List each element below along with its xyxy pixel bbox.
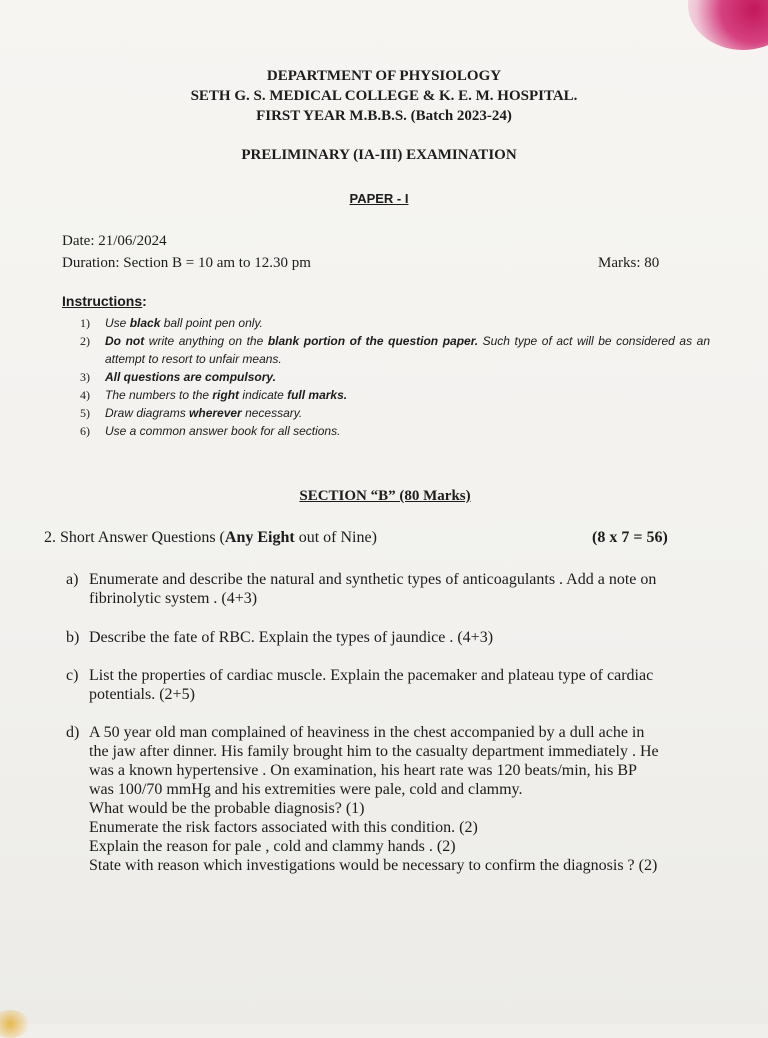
sub-question-line: A 50 year old man complained of heaviness in the chest accompanied by a dull ache in	[89, 724, 645, 741]
sub-question-line: fibrinolytic system . (4+3)	[89, 590, 258, 607]
sub-question-line: the jaw after dinner. His family brought him to the casualty department immediately . He	[89, 743, 659, 760]
department-name: DEPARTMENT OF PHYSIOLOGY	[266, 68, 502, 84]
instruction-text: necessary.	[241, 406, 303, 420]
sub-question-label: a)	[66, 571, 79, 588]
sub-question-body	[89, 666, 716, 704]
instruction-number: 3)	[80, 370, 90, 384]
instruction-text: Use	[105, 316, 130, 330]
instruction-text: Draw diagrams	[105, 406, 190, 420]
ink-stain	[688, 0, 768, 50]
instruction-text: Use a common answer book for all sections.	[105, 424, 341, 438]
sub-question-a	[66, 570, 716, 608]
instruction-item	[80, 368, 710, 386]
instruction-number: 4)	[80, 388, 90, 402]
instruction-text: full marks.	[287, 388, 348, 402]
paper-header	[0, 66, 768, 126]
sub-question-line: Enumerate and describe the natural and synthetic types of anticoagulants . Add a note on	[89, 571, 657, 588]
sub-question-body	[89, 628, 716, 647]
question-2-marks: (8 x 7 = 56)	[592, 529, 668, 546]
batch-line: FIRST YEAR M.B.B.S. (Batch 2023-24)	[256, 108, 512, 124]
paper-label: PAPER - I	[349, 191, 409, 206]
instruction-text: indicate	[239, 388, 288, 402]
instruction-text: wherever	[189, 406, 242, 420]
sub-question-line: was 100/70 mmHg and his extremities were pale, cold and clammy.	[89, 781, 523, 798]
sub-question-line: potentials. (2+5)	[89, 686, 195, 703]
sub-question-line: was a known hypertensive . On examination, his heart rate was 120 beats/min, his BP	[89, 762, 637, 779]
instruction-text: compulsory.	[205, 370, 276, 384]
sub-question-line: Enumerate the risk factors associated with this condition. (2)	[89, 819, 478, 836]
instruction-number: 6)	[80, 424, 90, 438]
sub-question-line: What would be the probable diagnosis? (1)	[89, 800, 365, 817]
instruction-text: Do not	[105, 334, 145, 348]
sub-question-line: Explain the reason for pale , cold and clammy hands . (2)	[89, 838, 456, 855]
question-text-before: Short Answer Questions (	[60, 529, 225, 546]
exam-title: PRELIMINARY (IA-III) EXAMINATION	[241, 147, 517, 163]
instruction-item	[80, 314, 710, 332]
exam-duration: Duration: Section B = 10 am to 12.30 pm	[62, 255, 311, 271]
instruction-item	[80, 404, 710, 422]
sub-question-label: c)	[66, 667, 79, 684]
instruction-text: The numbers to the	[105, 388, 213, 402]
instruction-text: right	[212, 388, 240, 402]
sub-question-line: Describe the fate of RBC. Explain the types of jaundice . (4+3)	[89, 629, 494, 646]
instruction-item	[80, 386, 710, 404]
sub-question-d	[66, 723, 716, 875]
sub-question-label: d)	[66, 724, 80, 741]
sub-question-line: List the properties of cardiac muscle. Explain the pacemaker and plateau type of cardiac	[89, 667, 654, 684]
instruction-item	[80, 332, 710, 368]
instruction-text: Such type of act will be considered as an attempt to resort to unfair means.	[105, 334, 710, 366]
instructions-heading	[62, 293, 147, 309]
instructions-colon: :	[142, 293, 147, 309]
sub-question-line: State with reason which investigations would be necessary to confirm the diagnosis ? (2)	[89, 857, 658, 874]
instruction-number: 2)	[80, 334, 90, 348]
instruction-number: 5)	[80, 406, 90, 420]
sub-question-c	[66, 666, 716, 704]
total-marks: Marks: 80	[598, 255, 660, 271]
instructions-title: Instructions	[62, 293, 143, 309]
question-text-bold: Any Eight	[224, 529, 295, 546]
sub-question-b	[66, 628, 716, 647]
sub-question-body	[89, 723, 716, 875]
question-2-heading	[44, 529, 377, 547]
exam-date: Date: 21/06/2024	[62, 233, 167, 249]
instruction-text: blank portion of the question paper.	[267, 334, 479, 348]
instruction-text: ball point pen only.	[160, 316, 263, 330]
instructions-list	[80, 314, 710, 440]
corner-smudge	[0, 1010, 30, 1038]
sub-question-body	[89, 570, 716, 608]
instruction-number: 1)	[80, 316, 90, 330]
instruction-item	[80, 422, 710, 440]
sub-question-label: b)	[66, 629, 80, 646]
instruction-text: black	[129, 316, 161, 330]
question-number: 2.	[44, 529, 56, 546]
college-name: SETH G. S. MEDICAL COLLEGE & K. E. M. HOSPITAL.	[190, 88, 578, 104]
instruction-text: All questions are	[105, 370, 206, 384]
question-text-after: out of Nine)	[294, 529, 377, 546]
instruction-text: write anything on the	[144, 334, 268, 348]
section-title: SECTION “B” (80 Marks)	[299, 488, 471, 504]
